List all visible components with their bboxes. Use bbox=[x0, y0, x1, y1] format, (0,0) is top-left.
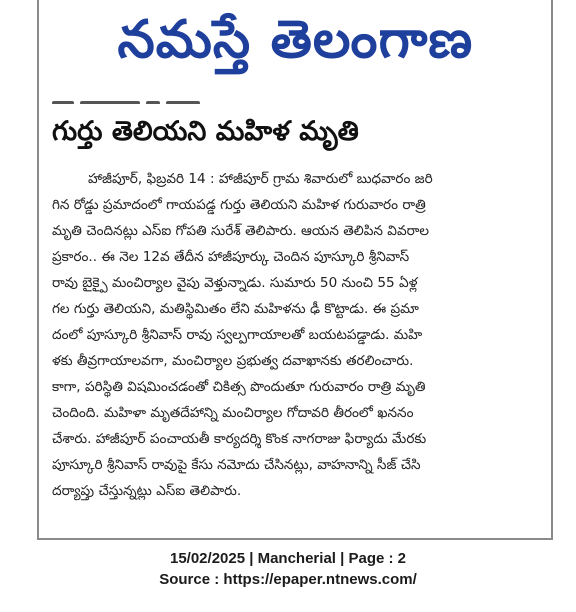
article-line: దర్యాప్తు చేస్తున్నట్లు ఎస్ఐ తెలిపారు. bbox=[52, 483, 242, 499]
article-line: చేశారు. హాజీపూర్ పంచాయతీ కార్యదర్శి కొంక నాగరాజు ఫిర్యాదు మేరకు bbox=[52, 431, 427, 447]
footer-source bbox=[0, 571, 576, 588]
source-link[interactable]: https://epaper.ntnews.com/ bbox=[223, 571, 417, 588]
article-line: గిన రోడ్డు ప్రమాదంలో గాయపడ్డ గుర్తు తెలియని మహిళ గురువారం రాత్రి bbox=[52, 197, 426, 213]
newspaper-masthead bbox=[37, 2, 553, 82]
footer-date-edition-page: 15/02/2025 | Mancherial | Page : 2 bbox=[169, 550, 407, 567]
article-line: హాజీపూర్, ఫిబ్రవరి 14 : హాజీపూర్ గ్రామ శివారులో బుధవారం జరి bbox=[88, 171, 433, 187]
article-line: చెందింది. మహిళా మృతదేహాన్ని మంచిర్యాల గోదావరి తీరంలో ఖననం bbox=[52, 405, 414, 421]
article-headline: గుర్తు తెలియని మహిళ మృతి bbox=[52, 116, 359, 147]
article-line: రావు బైక్పై మంచిర్యాల వైపు వెళ్తున్నాడు. సుమారు 50 నుంచి 55 ఏళ్ల bbox=[52, 275, 418, 291]
article-line: పూస్కూరి శ్రీనివాస్ రావుపై కేసు నమోదు చేసినట్లు, వాహనాన్ని సీజ్ చేసి bbox=[52, 457, 421, 473]
article-line: కాగా, పరిస్థితి విషమించడంతో చికిత్స పొందుతూ గురువారం రాత్రి మృతి bbox=[52, 379, 426, 395]
article-line: దంలో పూస్కూరి శ్రీనివాస్ రావు స్వల్పగాయాలతో బయటపడ్డాడు. మహి bbox=[52, 327, 423, 343]
cropped-dateline-strip bbox=[52, 92, 252, 104]
article-body bbox=[52, 166, 530, 504]
article-line: మృతి చెందినట్లు ఎస్ఐ గోపతి సురేశ్ తెలిపారు. ఆయన తెలిపిన వివరాల bbox=[52, 223, 430, 239]
article-line: గల గుర్తు తెలియని, మతిస్థిమితం లేని మహిళను ఢీ కొట్టాడు. ఈ ప్రమా bbox=[52, 301, 419, 317]
article-line: ళకు తీవ్రగాయాలవగా, మంచిర్యాల ప్రభుత్వ దవాఖానకు తరలించారు. bbox=[52, 353, 414, 369]
article-line: ప్రకారం.. ఈ నెల 12వ తేదీన హాజీపూర్కు చెందిన పూస్కూరి శ్రీనివాస్ bbox=[52, 249, 410, 265]
source-label: Source : bbox=[159, 571, 224, 588]
masthead-logo-text: నమస్తే తెలంగాణ bbox=[117, 9, 473, 70]
